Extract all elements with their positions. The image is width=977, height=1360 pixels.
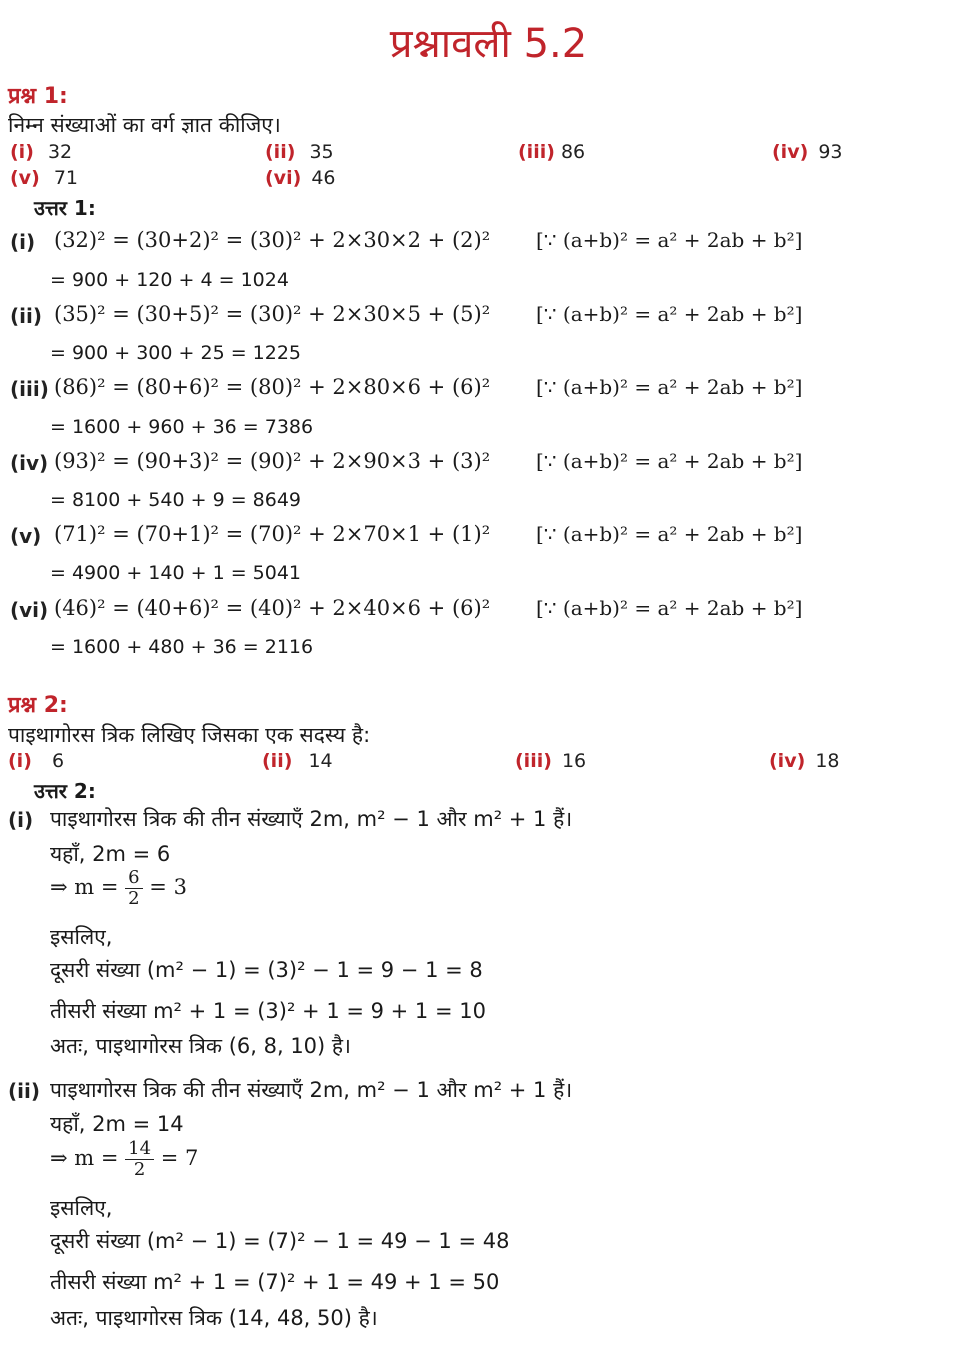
q2-option	[262, 750, 333, 772]
part-label: (ii)	[8, 1079, 40, 1103]
therefore-line: इसलिए,	[50, 1196, 113, 1220]
part-label: (i)	[10, 230, 36, 254]
part-result: = 4900 + 140 + 1 = 5041	[50, 562, 302, 584]
option-label: (iii)	[518, 141, 555, 163]
part-label: (iii)	[10, 377, 49, 401]
conclusion-line: अतः, पाइथागोरस त्रिक (14, 48, 50) है।	[50, 1306, 378, 1330]
question-1-prompt: निम्न संख्याओं का वर्ग ज्ञात कीजिए।	[8, 113, 281, 137]
q2-option	[769, 750, 840, 772]
q1-option	[10, 167, 78, 189]
option-value: 18	[815, 750, 840, 772]
triplet-formula-line: पाइथागोरस त्रिक की तीन संख्याएँ 2m, m² − 1 और m² + 1 हैं।	[50, 1078, 573, 1102]
third-number-line: तीसरी संख्या m² + 1 = (7)² + 1 = 49 + 1 = 50	[50, 1270, 500, 1294]
q1-option	[772, 141, 843, 163]
part-expression: (35)² = (30+5)² = (30)² + 2×30×5 + (5)²	[54, 302, 491, 326]
part-label: (iv)	[10, 451, 49, 475]
part-result: = 8100 + 540 + 9 = 8649	[50, 489, 302, 511]
identity-note: [∵ (a+b)² = a² + 2ab + b²]	[536, 228, 803, 252]
fraction-result: = 3	[149, 875, 187, 899]
q1-option	[265, 141, 334, 163]
part-label: (i)	[8, 808, 34, 832]
identity-note: [∵ (a+b)² = a² + 2ab + b²]	[536, 522, 803, 546]
option-label: (iv)	[772, 141, 809, 163]
part-expression: (93)² = (90+3)² = (90)² + 2×90×3 + (3)²	[54, 449, 491, 473]
second-number-line: दूसरी संख्या (m² − 1) = (7)² − 1 = 49 − 1 = 48	[50, 1229, 510, 1253]
answer-1-heading: उत्तर 1:	[34, 196, 96, 220]
identity-note: [∵ (a+b)² = a² + 2ab + b²]	[536, 449, 803, 473]
third-number-line: तीसरी संख्या m² + 1 = (3)² + 1 = 9 + 1 = 10	[50, 999, 486, 1023]
part-expression: (46)² = (40+6)² = (40)² + 2×40×6 + (6)²	[54, 596, 491, 620]
option-label: (i)	[10, 141, 34, 163]
option-label: (iv)	[769, 750, 806, 772]
implies-text: ⇒ m =	[50, 875, 119, 899]
option-value: 86	[560, 141, 586, 163]
question-2-prompt: पाइथागोरस त्रिक लिखिए जिसका एक सदस्य है:	[8, 723, 371, 747]
fraction-result: = 7	[160, 1146, 199, 1170]
part-expression: (71)² = (70+1)² = (70)² + 2×70×1 + (1)²	[54, 522, 491, 546]
answer-2-heading: उत्तर 2:	[34, 779, 96, 803]
conclusion-line: अतः, पाइथागोरस त्रिक (6, 8, 10) है।	[50, 1034, 352, 1058]
part-label: (v)	[10, 524, 42, 548]
option-value: 16	[561, 750, 587, 772]
q1-option	[265, 167, 336, 189]
part-result: = 1600 + 960 + 36 = 7386	[50, 416, 314, 438]
option-value: 14	[308, 750, 333, 772]
fraction-numerator: 6	[125, 868, 142, 889]
given-line: यहाँ, 2m = 6	[50, 842, 171, 866]
given-line: यहाँ, 2m = 14	[50, 1112, 184, 1136]
identity-note: [∵ (a+b)² = a² + 2ab + b²]	[536, 302, 803, 326]
part-result: = 900 + 120 + 4 = 1024	[50, 269, 289, 291]
page-title: प्रश्नावली 5.2	[389, 21, 588, 67]
q1-option	[518, 141, 585, 163]
solve-m-line	[50, 868, 187, 909]
option-label: (ii)	[262, 750, 293, 772]
part-result: = 1600 + 480 + 36 = 2116	[50, 636, 314, 658]
second-number-line: दूसरी संख्या (m² − 1) = (3)² − 1 = 9 − 1 = 8	[50, 958, 483, 982]
option-label: (vi)	[265, 167, 302, 189]
identity-note: [∵ (a+b)² = a² + 2ab + b²]	[536, 596, 803, 620]
option-value: 35	[309, 141, 334, 163]
option-label: (iii)	[515, 750, 552, 772]
question-1-heading: प्रश्न 1:	[8, 84, 68, 109]
question-2-heading: प्रश्न 2:	[8, 693, 68, 718]
q2-option	[8, 750, 64, 772]
fraction-denominator: 2	[133, 1159, 146, 1180]
option-value: 32	[47, 141, 73, 163]
option-value: 93	[818, 141, 843, 163]
part-label: (ii)	[10, 304, 42, 328]
fraction-denominator: 2	[128, 888, 140, 909]
option-label: (ii)	[265, 141, 296, 163]
implies-text: ⇒ m =	[50, 1146, 119, 1170]
fraction	[125, 1139, 154, 1180]
q2-option	[515, 750, 586, 772]
triplet-formula-line: पाइथागोरस त्रिक की तीन संख्याएँ 2m, m² − 1 और m² + 1 हैं।	[50, 807, 573, 831]
solve-m-line	[50, 1139, 198, 1180]
fraction	[125, 868, 142, 909]
q1-option	[10, 141, 72, 163]
fraction-numerator: 14	[125, 1139, 154, 1160]
identity-note: [∵ (a+b)² = a² + 2ab + b²]	[536, 375, 803, 399]
part-expression: (32)² = (30+2)² = (30)² + 2×30×2 + (2)²	[54, 228, 491, 252]
part-result: = 900 + 300 + 25 = 1225	[50, 342, 302, 364]
therefore-line: इसलिए,	[50, 925, 113, 949]
option-value: 46	[311, 167, 336, 189]
option-value: 71	[53, 167, 78, 189]
part-expression: (86)² = (80+6)² = (80)² + 2×80×6 + (6)²	[54, 375, 491, 399]
part-label: (vi)	[10, 598, 49, 622]
option-label: (i)	[8, 750, 32, 772]
option-label: (v)	[10, 167, 40, 189]
option-value: 6	[51, 750, 65, 772]
